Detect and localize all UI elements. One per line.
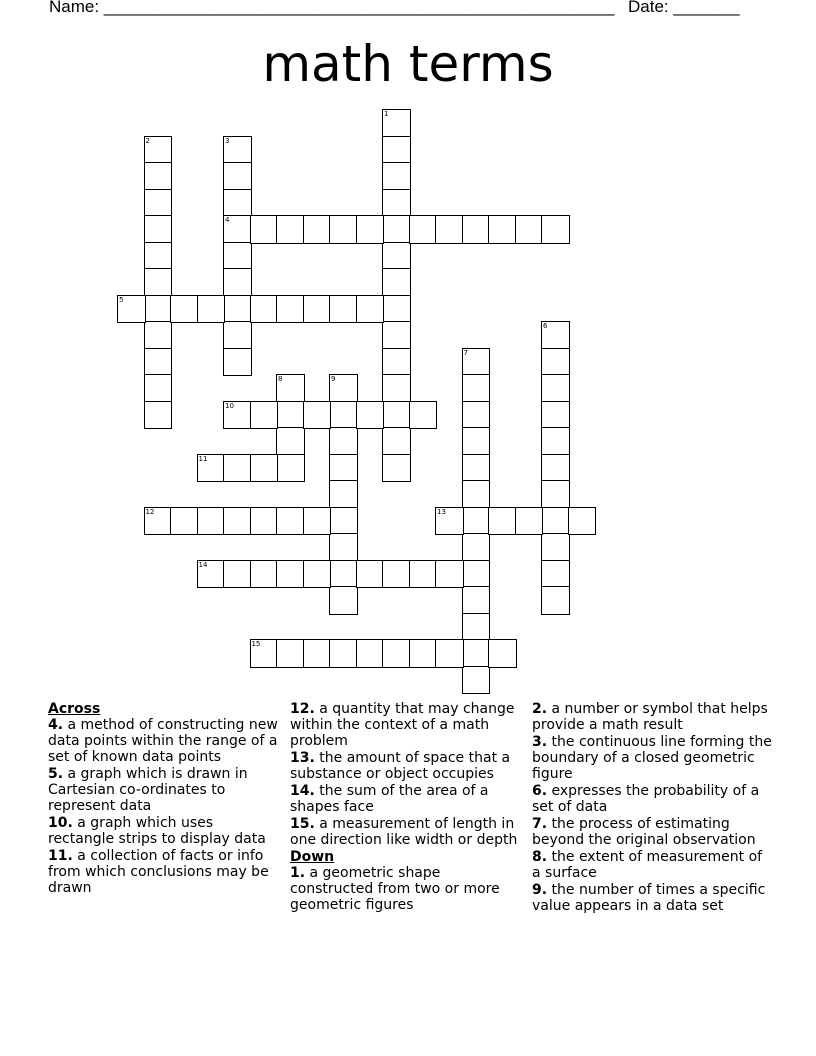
- across-clue: [48, 717, 283, 765]
- crossword-cell[interactable]: [250, 215, 279, 244]
- crossword-cell[interactable]: [541, 427, 570, 456]
- across-heading: Across: [48, 701, 101, 717]
- clue-text: a collection of facts or info from which conclusions may be drawn: [48, 848, 269, 896]
- clue-number-label: 3: [225, 136, 230, 145]
- clue-number: 11.: [48, 848, 73, 864]
- crossword-cell[interactable]: [488, 507, 517, 536]
- crossword-cell[interactable]: [382, 242, 411, 271]
- crossword-cell[interactable]: [197, 560, 226, 589]
- clue-text: a method of constructing new data points within the range of a set of known data points: [48, 717, 278, 765]
- crossword-cell[interactable]: [541, 480, 570, 509]
- clue-number-label: 7: [463, 348, 468, 357]
- crossword-cell[interactable]: [303, 507, 332, 536]
- crossword-cell[interactable]: [276, 507, 305, 536]
- crossword-cell[interactable]: [462, 639, 491, 668]
- crossword-cell[interactable]: [170, 295, 199, 324]
- crossword-cell[interactable]: [329, 480, 358, 509]
- crossword-cell[interactable]: [435, 507, 464, 536]
- crossword-cell[interactable]: [329, 586, 358, 615]
- crossword-cell[interactable]: [276, 295, 305, 324]
- crossword-cell[interactable]: [223, 454, 252, 483]
- crossword-cell[interactable]: [568, 507, 597, 536]
- crossword-cell[interactable]: [223, 560, 252, 589]
- crossword-cell[interactable]: [462, 454, 491, 483]
- down-heading: Down: [290, 849, 335, 865]
- clue-text: the extent of measurement of a surface: [532, 849, 763, 881]
- clue-text: the process of estimating beyond the original observation: [532, 816, 756, 848]
- crossword-cell[interactable]: [382, 295, 411, 324]
- crossword-cell[interactable]: [488, 639, 517, 668]
- crossword-cell[interactable]: [329, 295, 358, 324]
- clue-number-label: 15: [251, 640, 261, 648]
- crossword-cell[interactable]: [356, 215, 385, 244]
- crossword-cell[interactable]: [197, 295, 226, 324]
- date-field-label: Date: _______: [628, 0, 740, 16]
- crossword-cell[interactable]: [144, 507, 173, 536]
- clue-text: the continuous line forming the boundary of a closed geometric figure: [532, 734, 772, 782]
- across-clue: [48, 815, 283, 847]
- clue-text: expresses the probability of a set of data: [532, 783, 760, 815]
- crossword-cell[interactable]: [382, 109, 411, 138]
- crossword-cell[interactable]: [250, 507, 279, 536]
- crossword-cell[interactable]: [541, 374, 570, 403]
- crossword-cell[interactable]: [462, 480, 491, 509]
- clue-number: 1.: [290, 865, 306, 881]
- crossword-cell[interactable]: [462, 215, 491, 244]
- crossword-cell[interactable]: [462, 427, 491, 456]
- crossword-cell[interactable]: [223, 136, 252, 165]
- crossword-cell[interactable]: [303, 215, 332, 244]
- crossword-cell[interactable]: [144, 136, 173, 165]
- crossword-cell[interactable]: [223, 295, 252, 324]
- across-clue: [290, 750, 525, 782]
- crossword-cell[interactable]: [435, 560, 464, 589]
- crossword-cell[interactable]: [462, 613, 491, 642]
- clue-number-label: 14: [198, 560, 208, 569]
- crossword-cell[interactable]: [329, 374, 358, 403]
- crossword-cell[interactable]: [382, 401, 411, 430]
- crossword-cell[interactable]: [250, 295, 279, 324]
- crossword-cell[interactable]: [276, 454, 305, 483]
- crossword-cell[interactable]: [356, 560, 385, 589]
- clue-column-2: [290, 701, 525, 914]
- clue-column-3: [532, 701, 772, 915]
- crossword-cell[interactable]: [515, 507, 544, 536]
- crossword-cell[interactable]: [303, 295, 332, 324]
- crossword-cell[interactable]: [223, 242, 252, 271]
- clue-text: the amount of space that a substance or object occupies: [290, 750, 511, 782]
- crossword-cell[interactable]: [223, 321, 252, 350]
- crossword-cell[interactable]: [541, 560, 570, 589]
- crossword-cell[interactable]: [329, 560, 358, 589]
- across-clue: [48, 766, 283, 814]
- crossword-cell[interactable]: [382, 215, 411, 244]
- down-clue: [532, 701, 772, 733]
- clue-text: a geometric shape constructed from two or more geometric figures: [290, 865, 500, 913]
- crossword-cell[interactable]: [223, 162, 252, 191]
- crossword-cell[interactable]: [197, 507, 226, 536]
- clue-number-label: 8: [278, 375, 283, 383]
- crossword-cell[interactable]: [250, 560, 279, 589]
- crossword-cell[interactable]: [276, 427, 305, 456]
- clue-number-label: 2: [145, 136, 150, 145]
- clue-number-label: 12: [145, 507, 155, 516]
- crossword-cell[interactable]: [303, 639, 332, 668]
- crossword-cell[interactable]: [329, 533, 358, 562]
- crossword-cell[interactable]: [409, 215, 438, 244]
- crossword-cell[interactable]: [462, 374, 491, 403]
- clue-text: the number of times a specific value appears in a data set: [532, 882, 766, 914]
- crossword-cell[interactable]: [144, 374, 173, 403]
- across-clue: [290, 783, 525, 815]
- crossword-cell[interactable]: [144, 401, 173, 430]
- crossword-cell[interactable]: [144, 295, 173, 324]
- down-clue: [532, 734, 772, 782]
- clue-number-label: 5: [119, 295, 124, 304]
- crossword-cell[interactable]: [356, 639, 385, 668]
- name-field-label: Name: ______________________________________________________: [49, 0, 615, 16]
- crossword-cell[interactable]: [541, 454, 570, 483]
- clue-number: 15.: [290, 816, 315, 832]
- crossword-cell[interactable]: [329, 507, 358, 536]
- down-clue: [532, 816, 772, 848]
- crossword-cell[interactable]: [382, 321, 411, 350]
- crossword-cell[interactable]: [276, 215, 305, 244]
- crossword-cell[interactable]: [276, 401, 305, 430]
- crossword-cell[interactable]: [382, 560, 411, 589]
- crossword-cell[interactable]: [541, 533, 570, 562]
- crossword-cell[interactable]: [462, 586, 491, 615]
- crossword-cell[interactable]: [223, 348, 252, 377]
- crossword-cell[interactable]: [435, 639, 464, 668]
- crossword-cell[interactable]: [223, 189, 252, 218]
- crossword-cell[interactable]: [329, 427, 358, 456]
- clue-text: a graph which is drawn in Cartesian co-ordinates to represent data: [48, 766, 248, 814]
- page-title: math terms: [262, 35, 554, 93]
- clue-text: the sum of the area of a shapes face: [290, 783, 489, 815]
- down-clue: [532, 783, 772, 815]
- crossword-cell[interactable]: [409, 639, 438, 668]
- crossword-cell[interactable]: [197, 454, 226, 483]
- crossword-cell[interactable]: [144, 321, 173, 350]
- crossword-cell[interactable]: [462, 401, 491, 430]
- crossword-cell[interactable]: [170, 507, 199, 536]
- crossword-cell[interactable]: [382, 454, 411, 483]
- crossword-cell[interactable]: [382, 348, 411, 377]
- clue-number: 14.: [290, 783, 315, 799]
- crossword-cell[interactable]: [382, 162, 411, 191]
- clue-number-label: 9: [331, 375, 336, 383]
- clue-number-label: 6: [543, 322, 548, 330]
- clue-number: 10.: [48, 815, 73, 831]
- crossword-cell[interactable]: [144, 242, 173, 271]
- clue-number: 7.: [532, 816, 548, 832]
- crossword-cell[interactable]: [488, 215, 517, 244]
- crossword-cell[interactable]: [382, 136, 411, 165]
- crossword-cell[interactable]: [276, 560, 305, 589]
- clue-number-label: 10: [225, 401, 234, 410]
- crossword-cell[interactable]: [329, 401, 358, 430]
- crossword-cell[interactable]: [462, 533, 491, 562]
- crossword-cell[interactable]: [144, 268, 173, 297]
- crossword-cell[interactable]: [276, 639, 305, 668]
- crossword-cell[interactable]: [462, 560, 491, 589]
- crossword-cell[interactable]: [329, 454, 358, 483]
- crossword-cell[interactable]: [541, 348, 570, 377]
- clue-column-1: [48, 701, 283, 897]
- clue-number: 2.: [532, 701, 548, 717]
- crossword-cell[interactable]: [144, 215, 173, 244]
- clue-number-label: 1: [384, 110, 389, 118]
- crossword-cell[interactable]: [356, 295, 385, 324]
- crossword-cell[interactable]: [515, 215, 544, 244]
- across-clue: [290, 701, 525, 749]
- crossword-cell[interactable]: [382, 374, 411, 403]
- down-clue: [532, 882, 772, 914]
- crossword-cell[interactable]: [409, 401, 438, 430]
- across-clue: [290, 816, 525, 848]
- crossword-cell[interactable]: [117, 295, 146, 324]
- crossword-cell[interactable]: [223, 268, 252, 297]
- clue-number-label: 4: [225, 216, 230, 224]
- crossword-cell[interactable]: [382, 427, 411, 456]
- crossword-cell[interactable]: [250, 639, 279, 668]
- clue-number: 8.: [532, 849, 548, 865]
- crossword-cell[interactable]: [276, 374, 305, 403]
- crossword-cell[interactable]: [541, 321, 570, 350]
- crossword-cell[interactable]: [303, 401, 332, 430]
- clue-text: a measurement of length in one direction like width or depth: [290, 816, 518, 848]
- crossword-cell[interactable]: [329, 215, 358, 244]
- clue-number-label: 11: [198, 454, 208, 463]
- crossword-cell[interactable]: [541, 401, 570, 430]
- crossword-cell[interactable]: [329, 639, 358, 668]
- crossword-cell[interactable]: [382, 189, 411, 218]
- crossword-cell[interactable]: [250, 401, 279, 430]
- crossword-cell[interactable]: [541, 215, 570, 244]
- clue-number: 6.: [532, 783, 548, 799]
- crossword-cell[interactable]: [144, 348, 173, 377]
- crossword-cell[interactable]: [541, 507, 570, 536]
- crossword-cell[interactable]: [462, 666, 491, 695]
- crossword-cell[interactable]: [223, 507, 252, 536]
- crossword-cell[interactable]: [356, 401, 385, 430]
- crossword-cell[interactable]: [462, 507, 491, 536]
- crossword-cell[interactable]: [541, 586, 570, 615]
- down-clue: [532, 849, 772, 881]
- crossword-cell[interactable]: [382, 268, 411, 297]
- crossword-cell[interactable]: [462, 348, 491, 377]
- down-clue: [290, 865, 525, 913]
- across-clue: [48, 848, 283, 896]
- clue-number: 4.: [48, 717, 64, 733]
- clue-text: a quantity that may change within the context of a math problem: [290, 701, 515, 749]
- clue-number: 12.: [290, 701, 315, 717]
- crossword-cell[interactable]: [303, 560, 332, 589]
- crossword-cell[interactable]: [144, 189, 173, 218]
- crossword-cell[interactable]: [382, 639, 411, 668]
- clue-number: 9.: [532, 882, 548, 898]
- clue-text: a number or symbol that helps provide a math result: [532, 701, 768, 733]
- clue-number: 5.: [48, 766, 64, 782]
- crossword-cell[interactable]: [435, 215, 464, 244]
- crossword-cell[interactable]: [250, 454, 279, 483]
- crossword-cell[interactable]: [223, 215, 252, 244]
- clue-number-label: 13: [437, 507, 446, 516]
- crossword-cell[interactable]: [409, 560, 438, 589]
- clue-text: a graph which uses rectangle strips to display data: [48, 815, 266, 847]
- crossword-cell[interactable]: [144, 162, 173, 191]
- clue-number: 13.: [290, 750, 315, 766]
- crossword-cell[interactable]: [223, 401, 252, 430]
- clue-number: 3.: [532, 734, 548, 750]
